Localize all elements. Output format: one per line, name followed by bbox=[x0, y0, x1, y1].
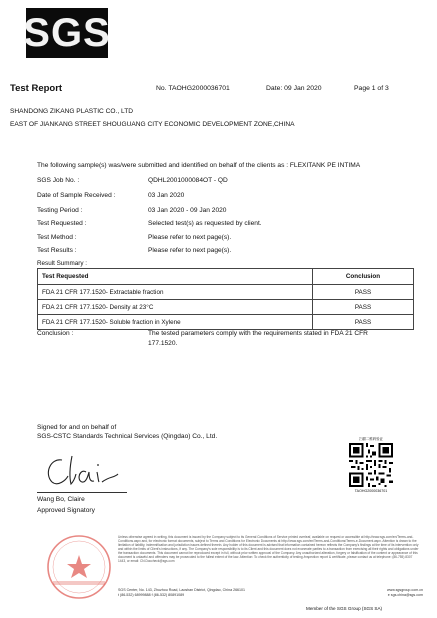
footer-address-line: SGS Center, No. 143, Zhuzhou Road, Laoshan District, Qingdao, China 266101 bbox=[118, 588, 246, 592]
field-label: SGS Job No. : bbox=[37, 177, 80, 184]
signing-company: SGS-CSTC Standards Technical Services (Qingdao) Co., Ltd. bbox=[37, 433, 218, 440]
field-value: QDHL2001000084OT - QD bbox=[148, 177, 228, 184]
sgs-logo: SGS bbox=[26, 8, 108, 58]
column-header-test: Test Requested bbox=[38, 269, 313, 285]
field-label: Date of Sample Received : bbox=[37, 192, 116, 199]
field-label: Testing Period : bbox=[37, 207, 83, 214]
signature-line bbox=[37, 492, 127, 493]
field-value: 03 Jan 2020 bbox=[148, 192, 185, 199]
footer-website: www.sgsgroup.com.cn bbox=[387, 588, 423, 592]
result-summary-table bbox=[37, 268, 414, 330]
report-number: No. TAOHG2000036701 bbox=[156, 85, 230, 92]
report-title: Test Report bbox=[10, 83, 63, 94]
company-seal-stamp bbox=[33, 533, 125, 601]
footer-phone-line: t (86-532) 68999888 f (86-532) 80891089 bbox=[118, 593, 185, 597]
field-label: Test Method : bbox=[37, 234, 77, 241]
field-value: 03 Jan 2020 - 09 Jan 2020 bbox=[148, 207, 227, 214]
column-header-conclusion: Conclusion bbox=[313, 269, 414, 285]
field-value: Please refer to next page(s). bbox=[148, 234, 232, 241]
page-indicator: Page 1 of 3 bbox=[354, 85, 389, 92]
sample-intro: The following sample(s) was/were submitted and identified on behalf of the clients as : FLEXITANK PE INTIMA bbox=[37, 162, 361, 169]
test-name-cell: FDA 21 CFR 177.1520- Density at 23°C bbox=[38, 300, 313, 315]
signed-for-text: Signed for and on behalf of bbox=[37, 424, 117, 431]
conclusion-label: Conclusion : bbox=[37, 330, 74, 337]
footer-email: e sgs.china@sgs.com bbox=[387, 593, 423, 597]
qr-code-icon bbox=[349, 443, 393, 487]
signatory-name: Wang Bo, Claire bbox=[37, 496, 85, 503]
field-value: Selected test(s) as requested by client. bbox=[148, 220, 262, 227]
signatory-title: Approved Signatory bbox=[37, 507, 95, 514]
result-cell: PASS bbox=[313, 300, 414, 315]
conclusion-text-line2: 177.1520. bbox=[148, 340, 178, 347]
conclusion-text-line1: The tested parameters comply with the requirements stated in FDA 21 CFR bbox=[148, 330, 368, 337]
table-header-row bbox=[38, 269, 414, 285]
field-value: Please refer to next page(s). bbox=[148, 247, 232, 254]
handwritten-signature bbox=[40, 452, 120, 490]
report-date: Date: 09 Jan 2020 bbox=[266, 85, 322, 92]
field-label: Test Requested : bbox=[37, 220, 87, 227]
table-row bbox=[38, 300, 414, 315]
sgs-group-membership: Member of the SGS Group (SGS SA) bbox=[306, 606, 383, 611]
footer-web bbox=[345, 588, 423, 598]
field-label: Test Results : bbox=[37, 247, 77, 254]
result-cell: PASS bbox=[313, 315, 414, 330]
test-name-cell: FDA 21 CFR 177.1520- Extractable fraction bbox=[38, 285, 313, 300]
qr-caption-bottom: TAOHG2000036701 bbox=[354, 489, 388, 493]
client-name: SHANDONG ZIKANG PLASTIC CO., LTD bbox=[10, 108, 133, 115]
summary-caption: Result Summary : bbox=[37, 260, 88, 267]
qr-caption-top: 扫描二维码验证 bbox=[359, 437, 383, 441]
client-address: EAST OF JIANKANG STREET SHOUGUANG CITY ECONOMIC DEVELOPMENT ZONE,CHINA bbox=[10, 121, 295, 128]
footer-address bbox=[118, 588, 245, 598]
table-row bbox=[38, 285, 414, 300]
result-cell: PASS bbox=[313, 285, 414, 300]
terms-fine-print: Unless otherwise agreed in writing, this document is issued by the Company subject to its General Conditions of Service printed overleaf, available on request or accessible at http://www.sgs.com/en/Terms-and-Conditions.aspx and, for electronic format documents, subject to Terms and Conditions for Electronic Documents at http://www.sgs.com/en/Terms-and-Conditions/Terms-e-Document.aspx. Attention is drawn to the limitation of liability, indemnification and jurisdiction issues defined therein. Any holder of this document is advised that information contained hereon reflects the Company's findings at the time of its intervention only and within the limits of Client's instructions, if any. The Company's sole responsibility is to its Client and this document does not exonerate parties to a transaction from exercising all their rights and obligations under the transaction documents. This document cannot be reproduced except in full, without prior written approval of the Company. Any unauthorized alteration, forgery or falsification of the content or appearance of this document is unlawful and offenders may be prosecuted to the fullest extent of the law. Attention: To check the authenticity of testing /inspection report & certificate, please contact us at telephone: (86-755) 8307 1443, or email: CN.Doccheck@sgs.com bbox=[118, 535, 419, 564]
table-row bbox=[38, 315, 414, 330]
test-name-cell: FDA 21 CFR 177.1520- Soluble fraction in Xylene bbox=[38, 315, 313, 330]
